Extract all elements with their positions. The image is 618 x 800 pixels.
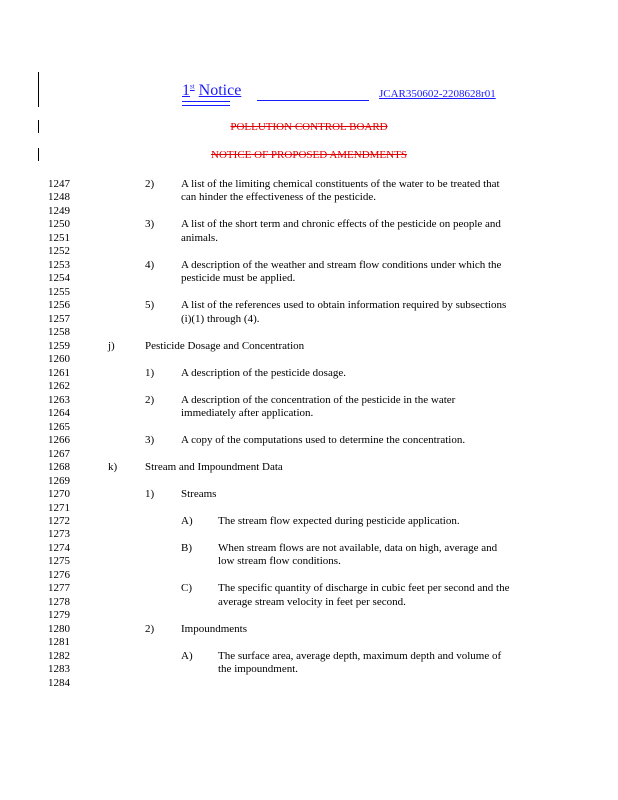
item-text: The surface area, average depth, maximum depth and volume of bbox=[218, 649, 502, 662]
line-number: 1255 bbox=[48, 285, 70, 298]
item-text: A description of the pesticide dosage. bbox=[181, 366, 346, 379]
notice-number: 1 bbox=[182, 82, 190, 99]
line-number: 1272 bbox=[48, 515, 70, 527]
line-number: 1260 bbox=[48, 353, 70, 366]
line-number: 1273 bbox=[48, 528, 70, 541]
line-number: 1254 bbox=[48, 272, 70, 285]
line-number: 1275 bbox=[48, 555, 70, 568]
item-text: immediately after application. bbox=[181, 407, 314, 420]
line-number: 1282 bbox=[48, 649, 70, 662]
item-label: 4) bbox=[145, 258, 155, 271]
item-text: animals. bbox=[181, 231, 218, 244]
line-number: 1269 bbox=[48, 474, 70, 487]
item-label: 2) bbox=[145, 178, 155, 190]
line-number: 1274 bbox=[48, 541, 70, 554]
item-label: A) bbox=[181, 649, 193, 662]
line-number: 1250 bbox=[48, 218, 70, 231]
item-text: The specific quantity of discharge in cubic feet per second and the bbox=[218, 582, 510, 595]
line-number: 1261 bbox=[48, 366, 70, 379]
notice-word: Notice bbox=[198, 82, 242, 99]
line-number: 1265 bbox=[48, 420, 70, 433]
item-text: A copy of the computations used to determine the concentration. bbox=[181, 434, 466, 447]
item-text: When stream flows are not available, data on high, average and bbox=[218, 541, 498, 554]
line-number: 1276 bbox=[48, 568, 70, 581]
line-number: 1251 bbox=[48, 231, 70, 244]
item-text: A list of the short term and chronic effects of the pesticide on people and bbox=[181, 218, 501, 231]
line-number: 1263 bbox=[48, 393, 70, 406]
line-number: 1281 bbox=[48, 636, 70, 649]
item-label: B) bbox=[181, 541, 192, 554]
revision-bar bbox=[38, 72, 39, 107]
item-text: average stream velocity in feet per second. bbox=[218, 595, 406, 608]
item-text: A list of the limiting chemical constituents of the water to be treated that bbox=[181, 178, 500, 190]
line-number: 1252 bbox=[48, 245, 70, 258]
line-number: 1248 bbox=[48, 191, 70, 204]
item-text: A description of the concentration of the pesticide in the water bbox=[181, 393, 456, 406]
item-label: A) bbox=[181, 515, 193, 527]
item-label: 5) bbox=[145, 299, 155, 312]
line-number: 1271 bbox=[48, 501, 70, 514]
item-text: can hinder the effectiveness of the pesticide. bbox=[181, 191, 376, 204]
line-number: 1278 bbox=[48, 595, 70, 608]
line-number: 1247 bbox=[48, 178, 70, 190]
item-text: A list of the references used to obtain information required by subsections bbox=[181, 299, 507, 312]
line-number: 1277 bbox=[48, 582, 70, 595]
item-label: k) bbox=[108, 461, 118, 474]
line-number: 1249 bbox=[48, 204, 70, 217]
item-text: Stream and Impoundment Data bbox=[145, 461, 283, 474]
item-label: 3) bbox=[145, 218, 155, 231]
line-number: 1266 bbox=[48, 434, 70, 447]
line-number: 1253 bbox=[48, 258, 70, 271]
line-number: 1259 bbox=[48, 339, 70, 352]
line-number: 1270 bbox=[48, 488, 70, 501]
item-text: A description of the weather and stream flow conditions under which the bbox=[181, 258, 502, 271]
line-number: 1279 bbox=[48, 609, 70, 622]
header-rule bbox=[257, 100, 369, 101]
item-label: 3) bbox=[145, 434, 155, 447]
agency-name: POLLUTION CONTROL BOARD bbox=[230, 121, 388, 133]
line-number: 1257 bbox=[48, 312, 70, 325]
item-label: 2) bbox=[145, 622, 155, 635]
item-text: low stream flow conditions. bbox=[218, 555, 341, 568]
line-number: 1258 bbox=[48, 326, 70, 339]
notice-suffix: st bbox=[190, 82, 195, 91]
item-text: The stream flow expected during pesticide application. bbox=[218, 515, 460, 527]
item-label: C) bbox=[181, 582, 192, 595]
line-number: 1262 bbox=[48, 380, 70, 393]
notice-title: NOTICE OF PROPOSED AMENDMENTS bbox=[211, 149, 407, 161]
line-number: 1267 bbox=[48, 447, 70, 460]
item-label: 2) bbox=[145, 393, 155, 406]
item-text: pesticide must be applied. bbox=[181, 272, 296, 285]
line-number: 1284 bbox=[48, 676, 70, 689]
line-number: 1256 bbox=[48, 299, 70, 312]
line-number: 1280 bbox=[48, 622, 70, 635]
item-label: j) bbox=[108, 339, 115, 352]
item-text: Pesticide Dosage and Concentration bbox=[145, 339, 305, 352]
jcar-code: JCAR350602-2208628r01 bbox=[379, 88, 496, 100]
item-label: 1) bbox=[145, 366, 155, 379]
notice-heading bbox=[182, 82, 241, 100]
line-number: 1268 bbox=[48, 461, 70, 474]
item-text: Impoundments bbox=[181, 622, 247, 635]
line-number: 1283 bbox=[48, 663, 70, 676]
item-label: 1) bbox=[145, 488, 155, 501]
line-number: 1264 bbox=[48, 407, 70, 420]
double-underline bbox=[182, 101, 230, 106]
item-text: Streams bbox=[181, 488, 217, 501]
item-text: (i)(1) through (4). bbox=[181, 312, 260, 325]
item-text: the impoundment. bbox=[218, 663, 299, 676]
